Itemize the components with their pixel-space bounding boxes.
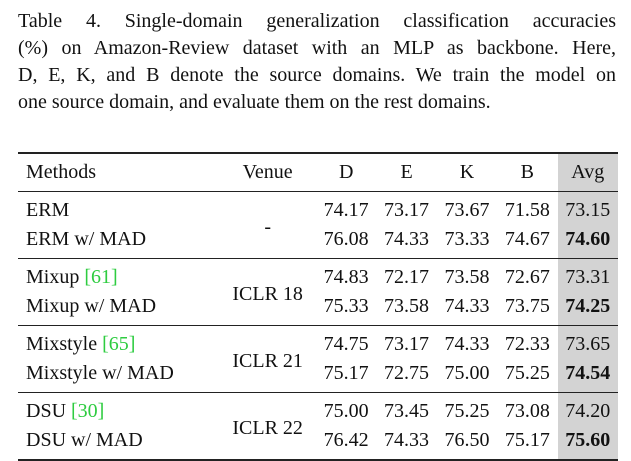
caption-line: one source domain, and evaluate them on the rest domains. [18, 91, 491, 113]
method-name: Mixup w/ MAD [26, 295, 157, 317]
value-cell-d: 76.08 [323, 228, 369, 250]
method-cell [18, 393, 219, 427]
header-e: E [400, 161, 413, 183]
table-row [18, 426, 618, 460]
table-row [18, 359, 618, 393]
venue-cell: ICLR 22 [232, 416, 303, 439]
caption-line: Table 4. Single-domain generalization classification accuracies [18, 10, 616, 32]
value-cell-d: 76.42 [323, 429, 369, 451]
table-body [18, 192, 618, 461]
results-table [18, 152, 618, 461]
results-table-container [18, 152, 618, 461]
value-cell-k: 75.00 [444, 362, 490, 384]
value-cell-d: 74.17 [323, 199, 369, 221]
value-cell-k: 74.33 [444, 333, 490, 355]
header-k: K [459, 161, 475, 183]
value-cell-e: 73.17 [384, 333, 430, 355]
value-cell-b: 75.17 [504, 429, 550, 451]
value-cell-e: 73.45 [384, 400, 430, 422]
avg-cell: 75.60 [558, 426, 618, 460]
avg-cell: 74.20 [558, 393, 618, 427]
method-cell [18, 292, 219, 326]
value-cell-b: 73.08 [504, 400, 550, 422]
value-cell-e: 73.58 [384, 295, 430, 317]
table-row [18, 192, 618, 226]
value-cell-k: 73.67 [444, 199, 490, 221]
value-cell-d: 75.00 [323, 400, 369, 422]
value-cell-k: 73.58 [444, 266, 490, 288]
citation-link[interactable]: [65] [102, 333, 136, 355]
header-methods: Methods [26, 161, 96, 183]
value-cell-k: 74.33 [444, 295, 490, 317]
value-cell-b: 73.75 [504, 295, 550, 317]
method-cell [18, 259, 219, 293]
citation-link[interactable]: [30] [71, 400, 105, 422]
method-name: Mixup [26, 266, 85, 288]
table-row [18, 225, 618, 259]
value-cell-d: 74.83 [323, 266, 369, 288]
header-b: B [520, 161, 534, 183]
caption-line: D, E, K, and B denote the source domains. We train the model on [18, 64, 616, 86]
value-cell-e: 72.75 [384, 362, 430, 384]
method-cell [18, 192, 219, 226]
method-name: Mixstyle [26, 333, 103, 355]
method-cell [18, 225, 219, 259]
method-cell [18, 359, 219, 393]
avg-cell: 73.31 [558, 259, 618, 293]
avg-cell: 74.54 [558, 359, 618, 393]
table-caption [18, 8, 616, 116]
header-row [18, 153, 618, 192]
value-cell-b: 74.67 [504, 228, 550, 250]
method-name: Mixstyle w/ MAD [26, 362, 174, 384]
value-cell-e: 74.33 [384, 429, 430, 451]
value-cell-k: 73.33 [444, 228, 490, 250]
header-d: D [338, 161, 354, 183]
value-cell-d: 75.33 [323, 295, 369, 317]
value-cell-e: 73.17 [384, 199, 430, 221]
table-row [18, 393, 618, 427]
value-cell-k: 75.25 [444, 400, 490, 422]
method-name: DSU w/ MAD [26, 429, 143, 451]
avg-cell: 74.60 [558, 225, 618, 259]
table-row [18, 259, 618, 293]
value-cell-d: 74.75 [323, 333, 369, 355]
method-name: ERM [26, 199, 70, 221]
value-cell-e: 74.33 [384, 228, 430, 250]
header-avg: Avg [558, 153, 618, 192]
method-cell [18, 426, 219, 460]
method-name: DSU [26, 400, 72, 422]
avg-cell: 73.65 [558, 326, 618, 360]
value-cell-b: 71.58 [504, 199, 550, 221]
value-cell-b: 75.25 [504, 362, 550, 384]
value-cell-e: 72.17 [384, 266, 430, 288]
citation-link[interactable]: [61] [84, 266, 118, 288]
value-cell-d: 75.17 [323, 362, 369, 384]
table-row [18, 292, 618, 326]
header-venue: Venue [242, 161, 293, 183]
venue-cell: ICLR 18 [232, 282, 303, 305]
value-cell-b: 72.67 [504, 266, 550, 288]
value-cell-k: 76.50 [444, 429, 490, 451]
caption-line: (%) on Amazon-Review dataset with an MLP as backbone. Here, [18, 37, 616, 59]
value-cell-b: 72.33 [504, 333, 550, 355]
method-name: ERM w/ MAD [26, 228, 147, 250]
method-cell [18, 326, 219, 360]
venue-cell: ICLR 21 [232, 349, 303, 372]
avg-cell: 73.15 [558, 192, 618, 226]
avg-cell: 74.25 [558, 292, 618, 326]
venue-cell: - [264, 215, 271, 238]
table-row [18, 326, 618, 360]
